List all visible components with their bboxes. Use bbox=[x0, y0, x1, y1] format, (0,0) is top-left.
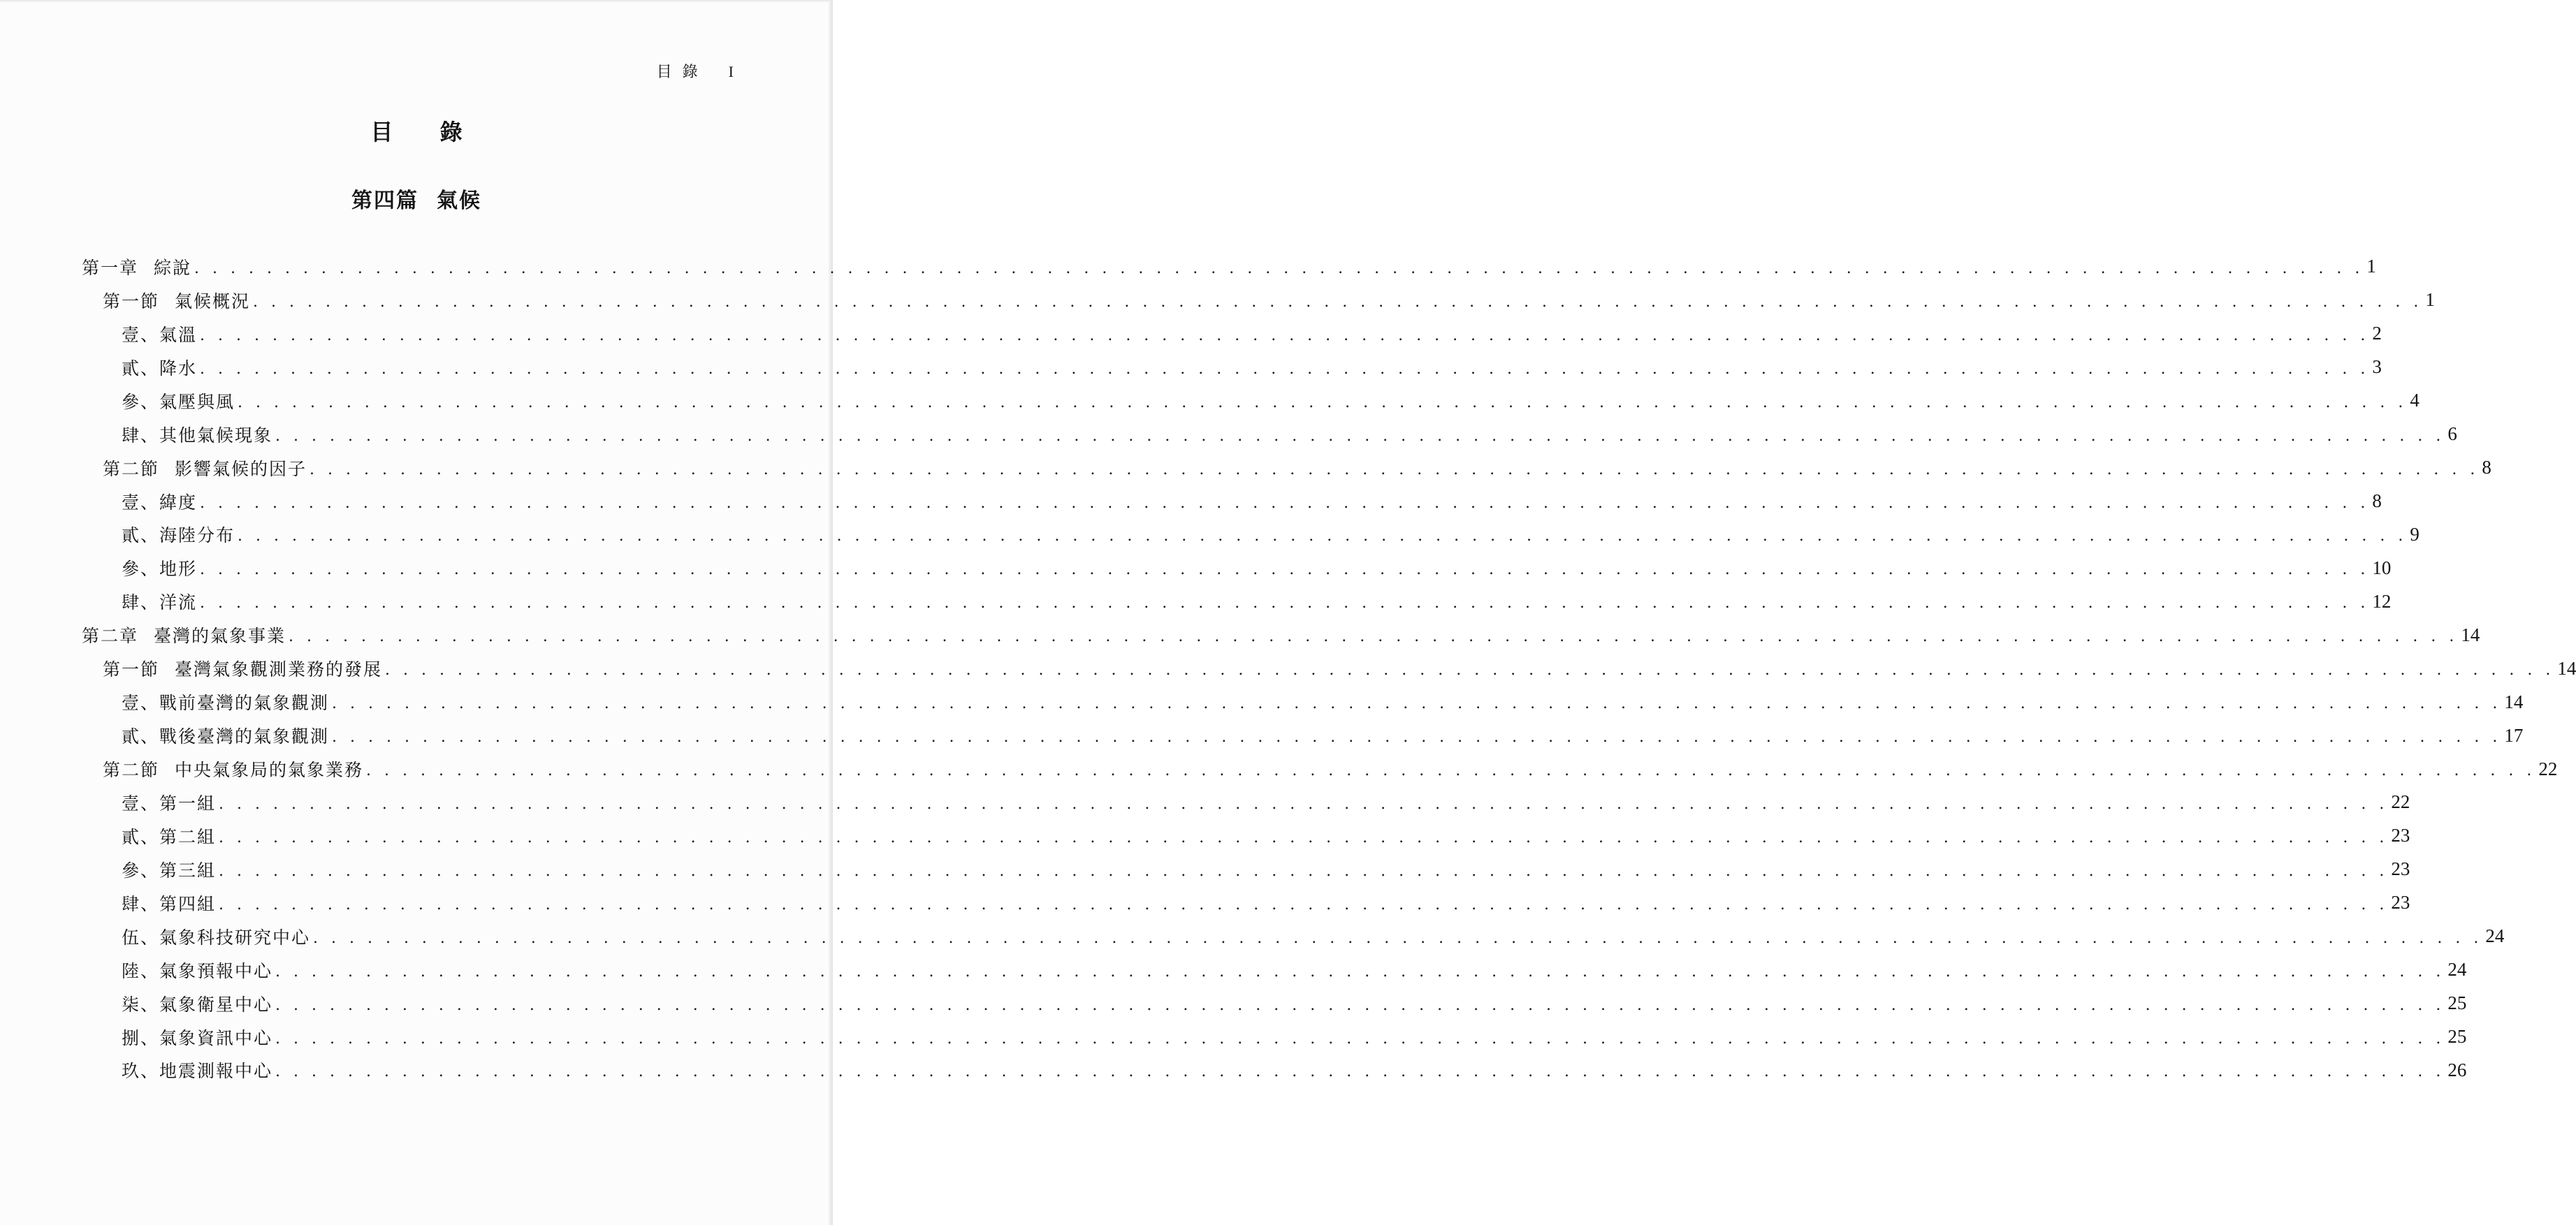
toc-dot-leader: . . . . . . . . . . . . . . . . . . . . . . . . . . . . . . . . . . . . . . . . . . . . . . . . . . . . . . . . . . . . . . . . . . . . . . . . . . . . . . . . . . . . . . . . . . . . . . . . . . . . . . . . . . . . . . . . . . . . . . . . bbox=[289, 628, 2459, 646]
toc-entry-page: 9 bbox=[2410, 523, 2419, 545]
toc-dot-leader: . . . . . . . . . . . . . . . . . . . . . . . . . . . . . . . . . . . . . . . . . . . . . . . . . . . . . . . . . . . . . . . . . . . . . . . . . . . . . . . . . . . . . . . . . . . . . . . . . . . . . . . . . . . . . . . . . . . . . . . . bbox=[313, 929, 2483, 947]
table-of-contents bbox=[82, 250, 2576, 1087]
toc-dot-leader: . . . . . . . . . . . . . . . . . . . . . . . . . . . . . . . . . . . . . . . . . . . . . . . . . . . . . . . . . . . . . . . . . . . . . . . . . . . . . . . . . . . . . . . . . . . . . . . . . . . . . . . . . . . . . . . . . . . . . . . . bbox=[332, 695, 2502, 713]
toc-entry-page: 2 bbox=[2372, 323, 2382, 344]
toc-entry-label bbox=[122, 823, 216, 849]
toc-entry[interactable] bbox=[82, 987, 2467, 1020]
page-top-edge bbox=[0, 0, 833, 3]
toc-dot-leader: . . . . . . . . . . . . . . . . . . . . . . . . . . . . . . . . . . . . . . . . . . . . . . . . . . . . . . . . . . . . . . . . . . . . . . . . . . . . . . . . . . . . . . . . . . . . . . . . . . . . . . . . . . . . . . . . . . . . . . . . bbox=[219, 828, 2389, 846]
toc-entry-page: 4 bbox=[2410, 390, 2419, 411]
toc-entry-page: 25 bbox=[2447, 992, 2467, 1014]
toc-dot-leader: . . . . . . . . . . . . . . . . . . . . . . . . . . . . . . . . . . . . . . . . . . . . . . . . . . . . . . . . . . . . . . . . . . . . . . . . . . . . . . . . . . . . . . . . . . . . . . . . . . . . . . . . . . . . . . . . . . . . . . . . bbox=[200, 360, 2370, 378]
toc-entry[interactable] bbox=[82, 518, 2419, 552]
toc-entry[interactable] bbox=[82, 685, 2524, 719]
toc-entry[interactable] bbox=[82, 384, 2419, 418]
toc-dot-leader: . . . . . . . . . . . . . . . . . . . . . . . . . . . . . . . . . . . . . . . . . . . . . . . . . . . . . . . . . . . . . . . . . . . . . . . . . . . . . . . . . . . . . . . . . . . . . . . . . . . . . . . . . . . . . . . . . . . . . . . . bbox=[238, 527, 2408, 545]
toc-entry[interactable] bbox=[82, 752, 2558, 786]
toc-entry-page: 23 bbox=[2391, 858, 2410, 880]
toc-entry[interactable] bbox=[82, 250, 2376, 284]
toc-entry-label bbox=[122, 388, 235, 413]
toc-dot-leader: . . . . . . . . . . . . . . . . . . . . . . . . . . . . . . . . . . . . . . . . . . . . . . . . . . . . . . . . . . . . . . . . . . . . . . . . . . . . . . . . . . . . . . . . . . . . . . . . . . . . . . . . . . . . . . . . . . . . . . . . bbox=[275, 427, 2445, 445]
toc-entry-title: 貳、降水 bbox=[122, 358, 198, 379]
toc-entry[interactable] bbox=[82, 819, 2410, 853]
document-title: 目 錄 bbox=[370, 119, 482, 145]
toc-entry-label bbox=[122, 723, 329, 748]
toc-entry-page: 14 bbox=[2461, 624, 2480, 645]
toc-entry-number: 第一章 bbox=[82, 257, 139, 278]
toc-dot-leader: . . . . . . . . . . . . . . . . . . . . . . . . . . . . . . . . . . . . . . . . . . . . . . . . . . . . . . . . . . . . . . . . . . . . . . . . . . . . . . . . . . . . . . . . . . . . . . . . . . . . . . . . . . . . . . . . . . . . . . . . bbox=[385, 661, 2555, 680]
toc-entry-title: 肆、第四組 bbox=[122, 893, 217, 914]
toc-entry-title: 肆、其他氣候現象 bbox=[122, 425, 273, 446]
toc-entry-label bbox=[122, 857, 216, 882]
toc-entry-title: 壹、戰前臺灣的氣象觀測 bbox=[122, 693, 330, 714]
toc-entry-title: 中央氣象局的氣象業務 bbox=[175, 760, 364, 781]
toc-entry-title: 柒、氣象衛星中心 bbox=[122, 994, 273, 1015]
toc-entry-title: 臺灣氣象觀測業務的發展 bbox=[175, 659, 383, 680]
toc-entry-label bbox=[122, 1057, 272, 1083]
toc-dot-leader: . . . . . . . . . . . . . . . . . . . . . . . . . . . . . . . . . . . . . . . . . . . . . . . . . . . . . . . . . . . . . . . . . . . . . . . . . . . . . . . . . . . . . . . . . . . . . . . . . . . . . . . . . . . . . . . . . . . . . . . . bbox=[219, 795, 2389, 813]
toc-dot-leader: . . . . . . . . . . . . . . . . . . . . . . . . . . . . . . . . . . . . . . . . . . . . . . . . . . . . . . . . . . . . . . . . . . . . . . . . . . . . . . . . . . . . . . . . . . . . . . . . . . . . . . . . . . . . . . . . . . . . . . . . bbox=[194, 259, 2364, 277]
toc-entry[interactable] bbox=[82, 1020, 2467, 1054]
toc-entry-label bbox=[122, 991, 272, 1016]
toc-entry[interactable] bbox=[82, 351, 2382, 384]
toc-entry-page: 8 bbox=[2482, 457, 2491, 478]
toc-dot-leader: . . . . . . . . . . . . . . . . . . . . . . . . . . . . . . . . . . . . . . . . . . . . . . . . . . . . . . . . . . . . . . . . . . . . . . . . . . . . . . . . . . . . . . . . . . . . . . . . . . . . . . . . . . . . . . . . . . . . . . . . bbox=[238, 393, 2408, 411]
toc-entry-page: 22 bbox=[2538, 758, 2558, 779]
toc-dot-leader: . . . . . . . . . . . . . . . . . . . . . . . . . . . . . . . . . . . . . . . . . . . . . . . . . . . . . . . . . . . . . . . . . . . . . . . . . . . . . . . . . . . . . . . . . . . . . . . . . . . . . . . . . . . . . . . . . . . . . . . . bbox=[275, 1029, 2445, 1048]
toc-entry-title: 玖、地震測報中心 bbox=[122, 1061, 273, 1082]
toc-entry-title: 臺灣的氣象事業 bbox=[154, 626, 286, 647]
toc-entry-page: 6 bbox=[2447, 423, 2457, 445]
toc-dot-leader: . . . . . . . . . . . . . . . . . . . . . . . . . . . . . . . . . . . . . . . . . . . . . . . . . . . . . . . . . . . . . . . . . . . . . . . . . . . . . . . . . . . . . . . . . . . . . . . . . . . . . . . . . . . . . . . . . . . . . . . . bbox=[275, 996, 2445, 1014]
toc-entry-title: 貳、第二組 bbox=[122, 826, 217, 847]
toc-entry-page: 12 bbox=[2372, 590, 2392, 612]
toc-entry-label bbox=[103, 455, 307, 481]
toc-entry-title: 肆、洋流 bbox=[122, 592, 198, 613]
toc-entry[interactable] bbox=[82, 719, 2524, 752]
toc-entry-page: 25 bbox=[2447, 1026, 2467, 1048]
toc-dot-leader: . . . . . . . . . . . . . . . . . . . . . . . . . . . . . . . . . . . . . . . . . . . . . . . . . . . . . . . . . . . . . . . . . . . . . . . . . . . . . . . . . . . . . . . . . . . . . . . . . . . . . . . . . . . . . . . . . . . . . . . . bbox=[219, 895, 2389, 914]
toc-dot-leader: . . . . . . . . . . . . . . . . . . . . . . . . . . . . . . . . . . . . . . . . . . . . . . . . . . . . . . . . . . . . . . . . . . . . . . . . . . . . . . . . . . . . . . . . . . . . . . . . . . . . . . . . . . . . . . . . . . . . . . . . bbox=[366, 762, 2536, 780]
toc-entry-number: 第二節 bbox=[103, 760, 160, 781]
toc-entry-number: 第二章 bbox=[82, 626, 139, 647]
toc-entry-label bbox=[122, 489, 197, 514]
toc-entry-page: 1 bbox=[2366, 256, 2376, 277]
toc-entry-label bbox=[122, 924, 310, 949]
toc-entry-page: 1 bbox=[2425, 289, 2435, 311]
toc-entry-page: 10 bbox=[2372, 557, 2392, 578]
toc-entry[interactable] bbox=[82, 284, 2435, 317]
running-header-page-number: I bbox=[728, 63, 734, 80]
running-header bbox=[489, 60, 734, 82]
toc-entry-label bbox=[103, 656, 382, 681]
toc-entry-number: 第一節 bbox=[103, 659, 160, 680]
toc-entry[interactable] bbox=[82, 886, 2410, 920]
toc-entry-title: 壹、第一組 bbox=[122, 793, 217, 814]
toc-entry-label bbox=[82, 622, 286, 647]
toc-entry-label bbox=[122, 790, 216, 815]
toc-entry-number: 第一節 bbox=[103, 291, 160, 311]
toc-entry[interactable] bbox=[82, 585, 2392, 618]
part-name: 氣候 bbox=[437, 189, 481, 213]
toc-entry-label bbox=[122, 689, 329, 714]
toc-entry[interactable] bbox=[82, 317, 2382, 351]
toc-dot-leader: . . . . . . . . . . . . . . . . . . . . . . . . . . . . . . . . . . . . . . . . . . . . . . . . . . . . . . . . . . . . . . . . . . . . . . . . . . . . . . . . . . . . . . . . . . . . . . . . . . . . . . . . . . . . . . . . . . . . . . . . bbox=[310, 460, 2480, 478]
toc-entry[interactable] bbox=[82, 451, 2491, 485]
toc-entry-title: 參、第三組 bbox=[122, 860, 217, 881]
toc-entry-number: 第二節 bbox=[103, 458, 160, 479]
toc-entry-page: 23 bbox=[2391, 892, 2410, 914]
toc-dot-leader: . . . . . . . . . . . . . . . . . . . . . . . . . . . . . . . . . . . . . . . . . . . . . . . . . . . . . . . . . . . . . . . . . . . . . . . . . . . . . . . . . . . . . . . . . . . . . . . . . . . . . . . . . . . . . . . . . . . . . . . . bbox=[253, 293, 2423, 311]
toc-entry-title: 參、氣壓與風 bbox=[122, 391, 235, 412]
toc-entry-label bbox=[122, 522, 235, 547]
toc-entry-page: 3 bbox=[2372, 356, 2382, 378]
toc-entry[interactable] bbox=[82, 551, 2392, 585]
toc-entry-label bbox=[122, 321, 197, 346]
toc-dot-leader: . . . . . . . . . . . . . . . . . . . . . . . . . . . . . . . . . . . . . . . . . . . . . . . . . . . . . . . . . . . . . . . . . . . . . . . . . . . . . . . . . . . . . . . . . . . . . . . . . . . . . . . . . . . . . . . . . . . . . . . . bbox=[332, 728, 2502, 747]
toc-entry[interactable] bbox=[82, 920, 2505, 953]
toc-entry-label bbox=[122, 589, 197, 614]
toc-entry-page: 26 bbox=[2447, 1059, 2467, 1080]
toc-entry-label bbox=[82, 254, 191, 279]
toc-entry-page: 24 bbox=[2485, 925, 2505, 947]
toc-dot-leader: . . . . . . . . . . . . . . . . . . . . . . . . . . . . . . . . . . . . . . . . . . . . . . . . . . . . . . . . . . . . . . . . . . . . . . . . . . . . . . . . . . . . . . . . . . . . . . . . . . . . . . . . . . . . . . . . . . . . . . . . bbox=[219, 862, 2389, 880]
toc-entry-label bbox=[122, 890, 216, 916]
toc-entry-title: 氣候概況 bbox=[175, 291, 251, 311]
toc-entry-page: 17 bbox=[2504, 724, 2524, 746]
toc-entry-title: 伍、氣象科技研究中心 bbox=[122, 927, 311, 948]
toc-entry-label bbox=[122, 355, 197, 380]
toc-entry-title: 綜說 bbox=[154, 257, 192, 278]
part-number: 第四篇 bbox=[351, 189, 419, 213]
toc-entry-title: 陸、氣象預報中心 bbox=[122, 960, 273, 981]
toc-entry-label bbox=[103, 756, 363, 782]
toc-entry-title: 壹、氣溫 bbox=[122, 324, 198, 345]
toc-entry-page: 14 bbox=[2504, 691, 2524, 712]
toc-entry[interactable] bbox=[82, 786, 2410, 819]
toc-entry-page: 14 bbox=[2557, 657, 2576, 679]
toc-entry-title: 影響氣候的因子 bbox=[175, 458, 307, 479]
toc-dot-leader: . . . . . . . . . . . . . . . . . . . . . . . . . . . . . . . . . . . . . . . . . . . . . . . . . . . . . . . . . . . . . . . . . . . . . . . . . . . . . . . . . . . . . . . . . . . . . . . . . . . . . . . . . . . . . . . . . . . . . . . . bbox=[200, 326, 2370, 344]
toc-entry[interactable] bbox=[82, 953, 2467, 987]
toc-dot-leader: . . . . . . . . . . . . . . . . . . . . . . . . . . . . . . . . . . . . . . . . . . . . . . . . . . . . . . . . . . . . . . . . . . . . . . . . . . . . . . . . . . . . . . . . . . . . . . . . . . . . . . . . . . . . . . . . . . . . . . . . bbox=[200, 594, 2370, 612]
toc-entry-label bbox=[122, 422, 272, 447]
toc-entry-label bbox=[122, 958, 272, 983]
part-title bbox=[0, 183, 833, 214]
toc-entry-label bbox=[122, 1025, 272, 1050]
toc-dot-leader: . . . . . . . . . . . . . . . . . . . . . . . . . . . . . . . . . . . . . . . . . . . . . . . . . . . . . . . . . . . . . . . . . . . . . . . . . . . . . . . . . . . . . . . . . . . . . . . . . . . . . . . . . . . . . . . . . . . . . . . . bbox=[200, 561, 2370, 579]
toc-entry[interactable] bbox=[82, 1054, 2467, 1087]
toc-entry-title: 捌、氣象資訊中心 bbox=[122, 1027, 273, 1048]
toc-entry-title: 壹、緯度 bbox=[122, 492, 198, 513]
toc-entry-page: 23 bbox=[2391, 825, 2410, 846]
toc-entry[interactable] bbox=[82, 853, 2410, 886]
toc-entry[interactable] bbox=[82, 652, 2576, 685]
toc-entry-page: 8 bbox=[2372, 490, 2382, 512]
toc-dot-leader: . . . . . . . . . . . . . . . . . . . . . . . . . . . . . . . . . . . . . . . . . . . . . . . . . . . . . . . . . . . . . . . . . . . . . . . . . . . . . . . . . . . . . . . . . . . . . . . . . . . . . . . . . . . . . . . . . . . . . . . . bbox=[275, 962, 2445, 981]
toc-entry-page: 24 bbox=[2447, 959, 2467, 981]
toc-dot-leader: . . . . . . . . . . . . . . . . . . . . . . . . . . . . . . . . . . . . . . . . . . . . . . . . . . . . . . . . . . . . . . . . . . . . . . . . . . . . . . . . . . . . . . . . . . . . . . . . . . . . . . . . . . . . . . . . . . . . . . . . bbox=[275, 1063, 2445, 1081]
toc-entry-page: 22 bbox=[2391, 791, 2410, 813]
running-header-title: 目 錄 bbox=[656, 64, 701, 81]
toc-dot-leader: . . . . . . . . . . . . . . . . . . . . . . . . . . . . . . . . . . . . . . . . . . . . . . . . . . . . . . . . . . . . . . . . . . . . . . . . . . . . . . . . . . . . . . . . . . . . . . . . . . . . . . . . . . . . . . . . . . . . . . . . bbox=[200, 494, 2370, 512]
toc-entry-label bbox=[103, 288, 250, 313]
toc-entry[interactable] bbox=[82, 485, 2382, 518]
toc-entry[interactable] bbox=[82, 618, 2480, 652]
toc-entry[interactable] bbox=[82, 418, 2457, 451]
toc-entry-title: 貳、海陸分布 bbox=[122, 525, 235, 546]
toc-entry-title: 貳、戰後臺灣的氣象觀測 bbox=[122, 726, 330, 747]
toc-entry-label bbox=[122, 555, 197, 580]
toc-entry-title: 參、地形 bbox=[122, 559, 198, 580]
